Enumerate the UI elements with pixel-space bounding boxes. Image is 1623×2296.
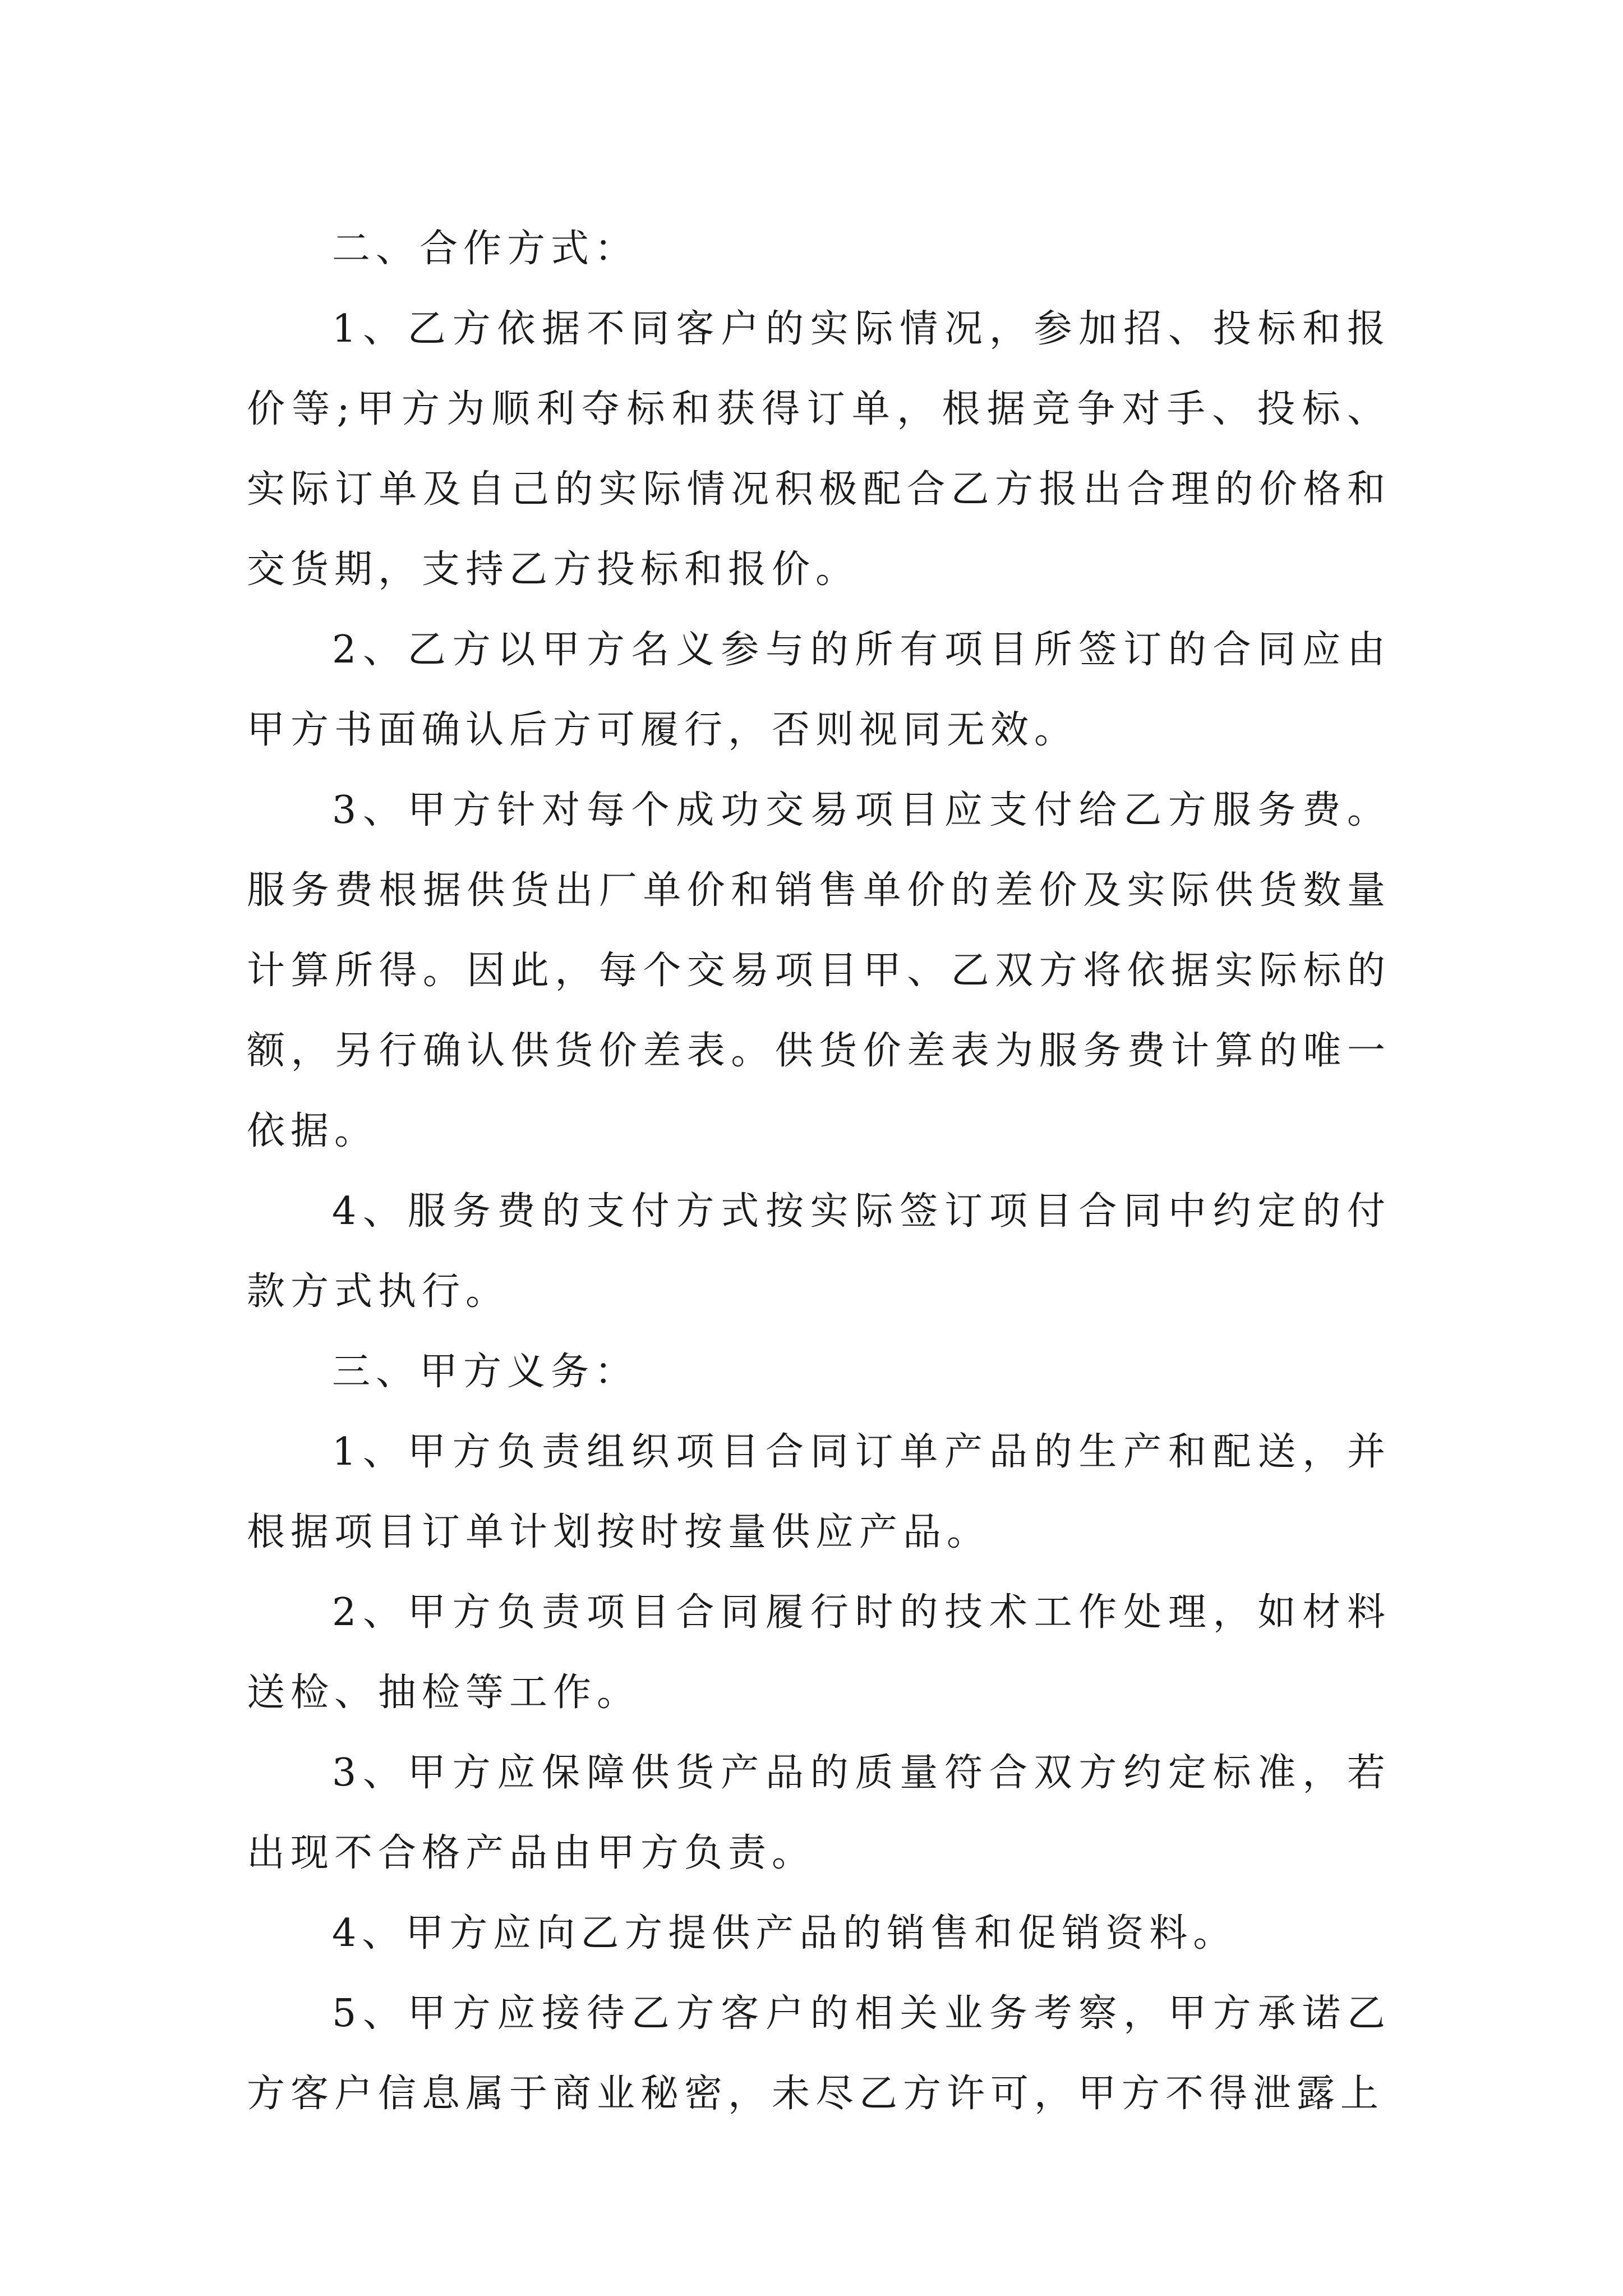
section-heading-party-a-obligations: 三、甲方义务： [332,1350,639,1394]
clause-paragraph: 4、甲方应向乙方提供产品的销售和促销资料。 [332,1911,1237,1955]
clause-paragraph: 1、甲方负责组织项目合同订单产品的生产和配送，并根据项目订单计划按时按量供应产品。 [247,1430,1391,1554]
clause-paragraph: 5、甲方应接待乙方客户的相关业务考察，甲方承诺乙方客户信息属于商业秘密，未尽乙方许可，甲方不得泄露上 [247,1991,1391,2116]
clause-paragraph: 3、甲方应保障供货产品的质量符合双方约定标准，若出现不合格产品由甲方负责。 [247,1751,1391,1875]
document-body [247,209,1391,2134]
clause-paragraph: 2、乙方以甲方名义参与的所有项目所签订的合同应由甲方书面确认后方可履行，否则视同无效。 [247,628,1391,752]
clause-paragraph: 4、服务费的支付方式按实际签订项目合同中约定的付款方式执行。 [247,1189,1391,1314]
clause-paragraph: 1、乙方依据不同客户的实际情况，参加招、投标和报价等;甲方为顺利夺标和获得订单，根据竞争对手、投标、实际订单及自己的实际情况积极配合乙方报出合理的价格和交货期，支持乙方投标和报价。 [247,307,1391,592]
clause-paragraph: 2、甲方负责项目合同履行时的技术工作处理，如材料送检、抽检等工作。 [247,1590,1391,1715]
clause-paragraph: 3、甲方针对每个成功交易项目应支付给乙方服务费。服务费根据供货出厂单价和销售单价的差价及实际供货数量计算所得。因此，每个交易项目甲、乙双方将依据实际标的额，另行确认供货价差表。供货价差表为服务费计算的唯一依据。 [247,788,1391,1153]
section-heading-cooperation: 二、合作方式： [332,227,639,271]
